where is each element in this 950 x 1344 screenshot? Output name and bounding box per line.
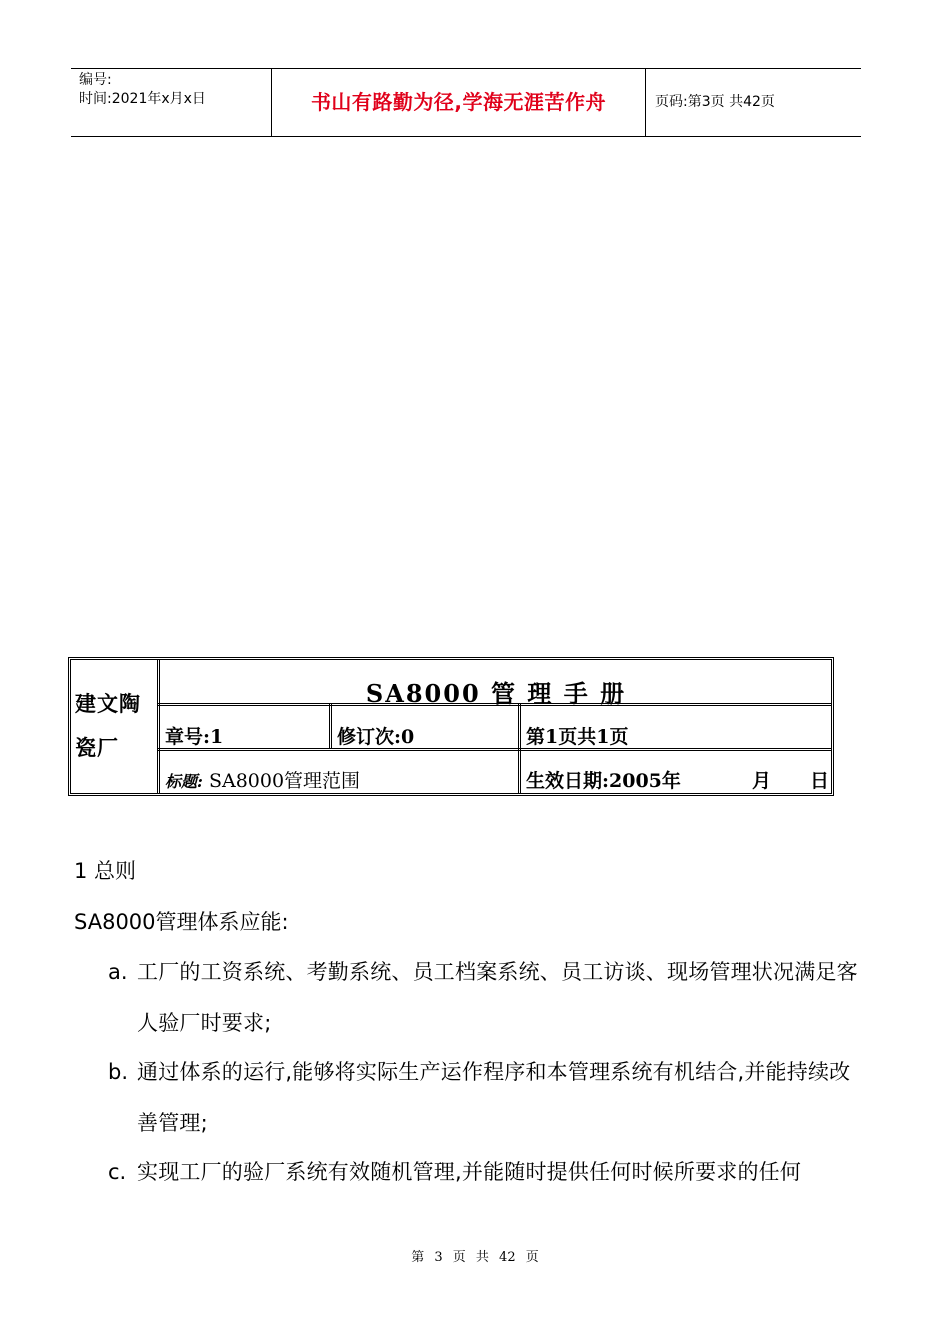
effective-date-label: 生效日期:2005年	[526, 770, 681, 792]
effective-date	[526, 766, 831, 793]
company-name: 建文陶瓷厂	[75, 691, 141, 760]
list-item-text: 工厂的工资系统、考勤系统、员工档案系统、员工访谈、现场管理状况满足客人验厂时要求;	[137, 960, 858, 1035]
intro-paragraph: SA8000管理体系应能:	[74, 910, 289, 934]
list-item-text: 通过体系的运行,能够将实际生产运作程序和本管理系统有机结合,并能持续改善管理;	[137, 1060, 851, 1135]
time-label: 时间:2021年x月x日	[79, 91, 206, 107]
page-header	[71, 68, 861, 137]
list-item	[108, 1147, 860, 1198]
list-item	[108, 947, 860, 1049]
table-rule	[329, 704, 332, 749]
section-heading: 1 总则	[74, 859, 137, 883]
manual-title: SA8000 管 理 手 册	[365, 679, 627, 708]
page-footer: 第 3 页 共 42 页	[411, 1250, 539, 1265]
revision-number: 修订次:0	[337, 726, 415, 748]
subject-label: 标题:	[165, 772, 203, 791]
header-motto: 书山有路勤为径,学海无涯苦作舟	[310, 90, 607, 114]
header-divider	[645, 69, 646, 136]
header-page-info: 页码:第3页 共42页	[655, 94, 775, 110]
list-marker: c.	[108, 1160, 127, 1184]
subject-value: SA8000管理范围	[208, 770, 361, 792]
document-control-table	[68, 657, 834, 796]
serial-label: 编号:	[79, 72, 112, 88]
header-meta	[79, 71, 206, 109]
list-item-text: 实现工厂的验厂系统有效随机管理,并能随时提供任何时候所要求的任何	[137, 1160, 802, 1184]
effective-day: 日	[809, 770, 829, 792]
chapter-number: 章号:1	[165, 726, 224, 748]
page-count: 第1页共1页	[526, 726, 629, 748]
table-rule	[157, 748, 831, 751]
list-marker: a.	[108, 960, 128, 984]
effective-month: 月	[752, 770, 772, 792]
list-marker: b.	[108, 1060, 129, 1084]
list-item	[108, 1047, 860, 1149]
subject	[165, 766, 360, 793]
